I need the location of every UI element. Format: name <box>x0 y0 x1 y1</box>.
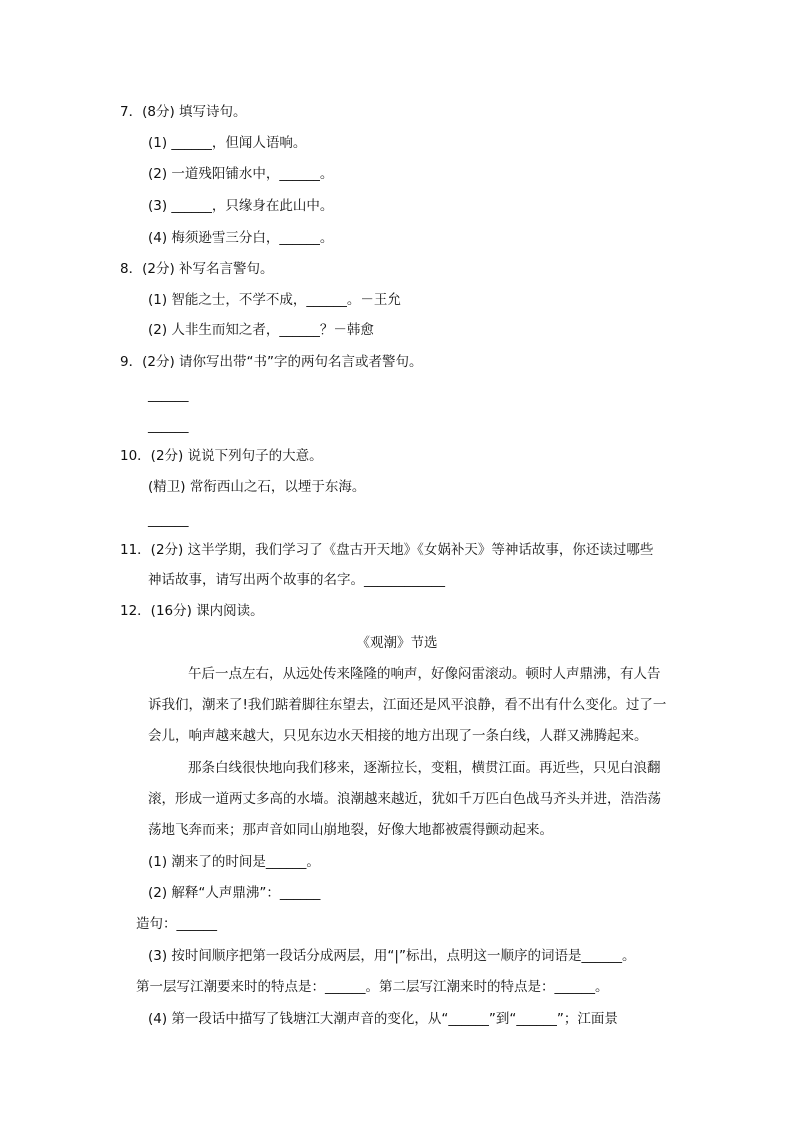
question-10-sentence: (精卫) 常衔西山之石，以堙于东海。 <box>148 479 366 495</box>
passage-para-2-line-1: 那条白线很快地向我们移来，逐渐拉长，变粗，横贯江面。再近些，只见白浪翻 <box>188 760 661 776</box>
question-12-item-1: (1) 潮来了的时间是______。 <box>148 854 320 870</box>
passage-para-2-line-3: 荡地飞奔而来；那声音如同山崩地裂，好像大地都被震得颤动起来。 <box>148 822 553 838</box>
question-7-item-4: (4) 梅须逊雪三分白，______。 <box>148 230 334 246</box>
question-12-item-3-line-1: (3) 按时间顺序把第一段话分成两层，用“|”标出，点明这一顺序的词语是______。 <box>148 948 636 964</box>
question-11-line-2: 神话故事，请写出两个故事的名字。____________ <box>148 572 445 588</box>
question-11-line-1: 11．(2分) 这半学期，我们学习了《盘古开天地》《女娲补天》等神话故事，你还读过哪些 <box>120 542 654 558</box>
question-10-answer: ______ <box>148 512 189 528</box>
passage-para-1-line-1: 午后一点左右，从远处传来隆隆的响声，好像闷雷滚动。顿时人声鼎沸，有人告 <box>188 666 661 682</box>
question-12-heading: 12．(16分) 课内阅读。 <box>120 603 264 619</box>
question-12-item-4: (4) 第一段话中描写了钱塘江大潮声音的变化，从“______”到“______”；江面景 <box>148 1011 618 1027</box>
passage-para-1-line-3: 会儿，响声越来越大，只见东边水天相接的地方出现了一条白线，人群又沸腾起来。 <box>148 728 648 744</box>
question-7-item-3: (3) ______，只缘身在此山中。 <box>148 198 334 214</box>
question-9-answer-2: ______ <box>148 418 189 434</box>
question-9-heading: 9．(2分) 请你写出带“书”字的两句名言或者警句。 <box>120 354 423 370</box>
question-12-item-2-sentence: 造句：______ <box>136 916 217 932</box>
passage-para-2-line-2: 滚，形成一道两丈多高的水墙。浪潮越来越近，犹如千万匹白色战马齐头并进，浩浩荡 <box>148 791 661 807</box>
question-7-item-1: (1) ______，但闻人语响。 <box>148 135 307 151</box>
passage-para-1-line-2: 诉我们，潮来了!我们踮着脚往东望去，江面还是风平浪静，看不出有什么变化。过了一 <box>148 697 667 713</box>
passage-title: 《观潮》节选 <box>356 635 438 651</box>
question-12-item-2: (2) 解释“人声鼎沸”：______ <box>148 885 321 901</box>
question-8-item-1: (1) 智能之士，不学不成，______。－王允 <box>148 292 401 308</box>
question-8-item-2: (2) 人非生而知之者，______？－韩愈 <box>148 322 374 338</box>
question-10-heading: 10．(2分) 说说下列句子的大意。 <box>120 448 323 464</box>
question-7-item-2: (2) 一道残阳铺水中，______。 <box>148 166 334 182</box>
question-12-item-3-line-2: 第一层写江潮要来时的特点是：______。第二层写江潮来时的特点是：______。 <box>136 979 609 995</box>
question-8-heading: 8．(2分) 补写名言警句。 <box>120 261 274 277</box>
question-7-heading: 7．(8分) 填写诗句。 <box>120 104 247 120</box>
question-9-answer-1: ______ <box>148 387 189 403</box>
